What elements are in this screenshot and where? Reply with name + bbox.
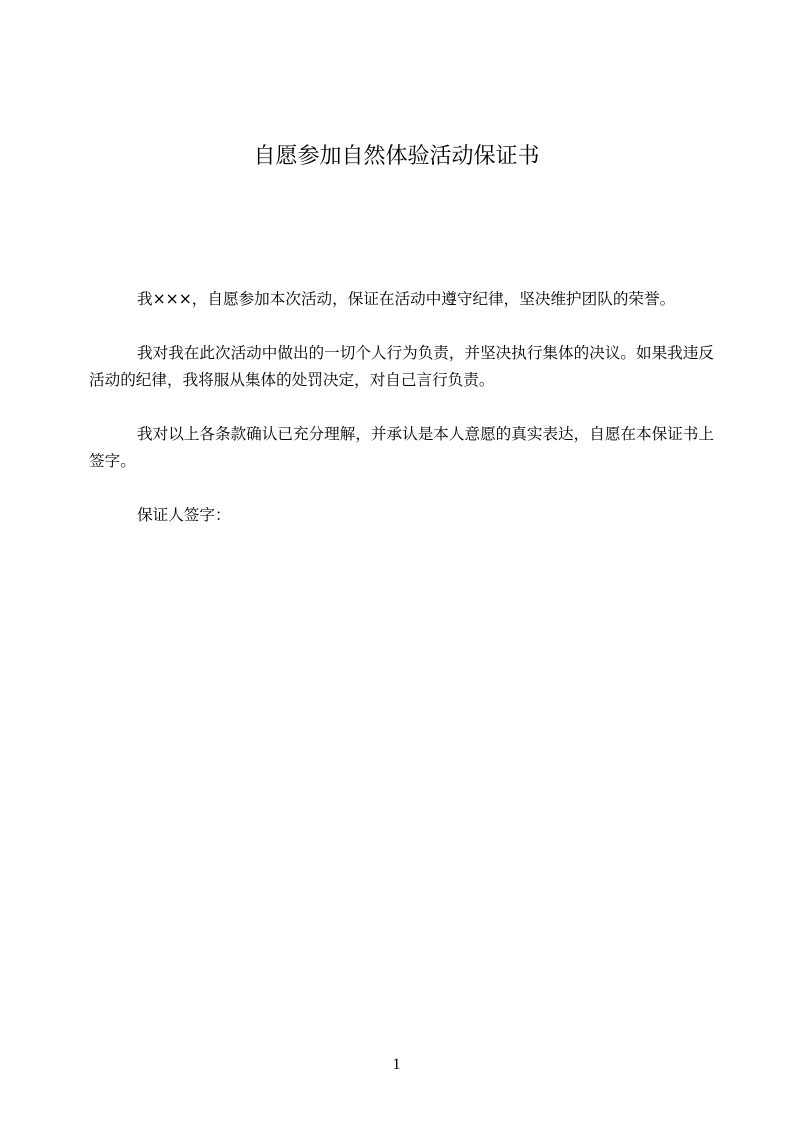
signature-label: 保证人签字：: [137, 506, 231, 524]
page-number: 1: [392, 1056, 401, 1073]
paragraph-responsibility: 我对我在此次活动中做出的一切个人行为负责，并坚决执行集体的决议。如果我违反活动的纪律，我将服从集体的处罚决定，对自己言行负责。: [89, 344, 714, 389]
paragraph-pledge: 我×××，自愿参加本次活动，保证在活动中遵守纪律，坚决维护团队的荣誉。: [137, 290, 676, 308]
document-title: 自愿参加自然体验活动保证书: [253, 144, 540, 169]
paragraph-confirmation: 我对以上各条款确认已充分理解，并承认是本人意愿的真实表达，自愿在本保证书上签字。: [89, 425, 714, 470]
